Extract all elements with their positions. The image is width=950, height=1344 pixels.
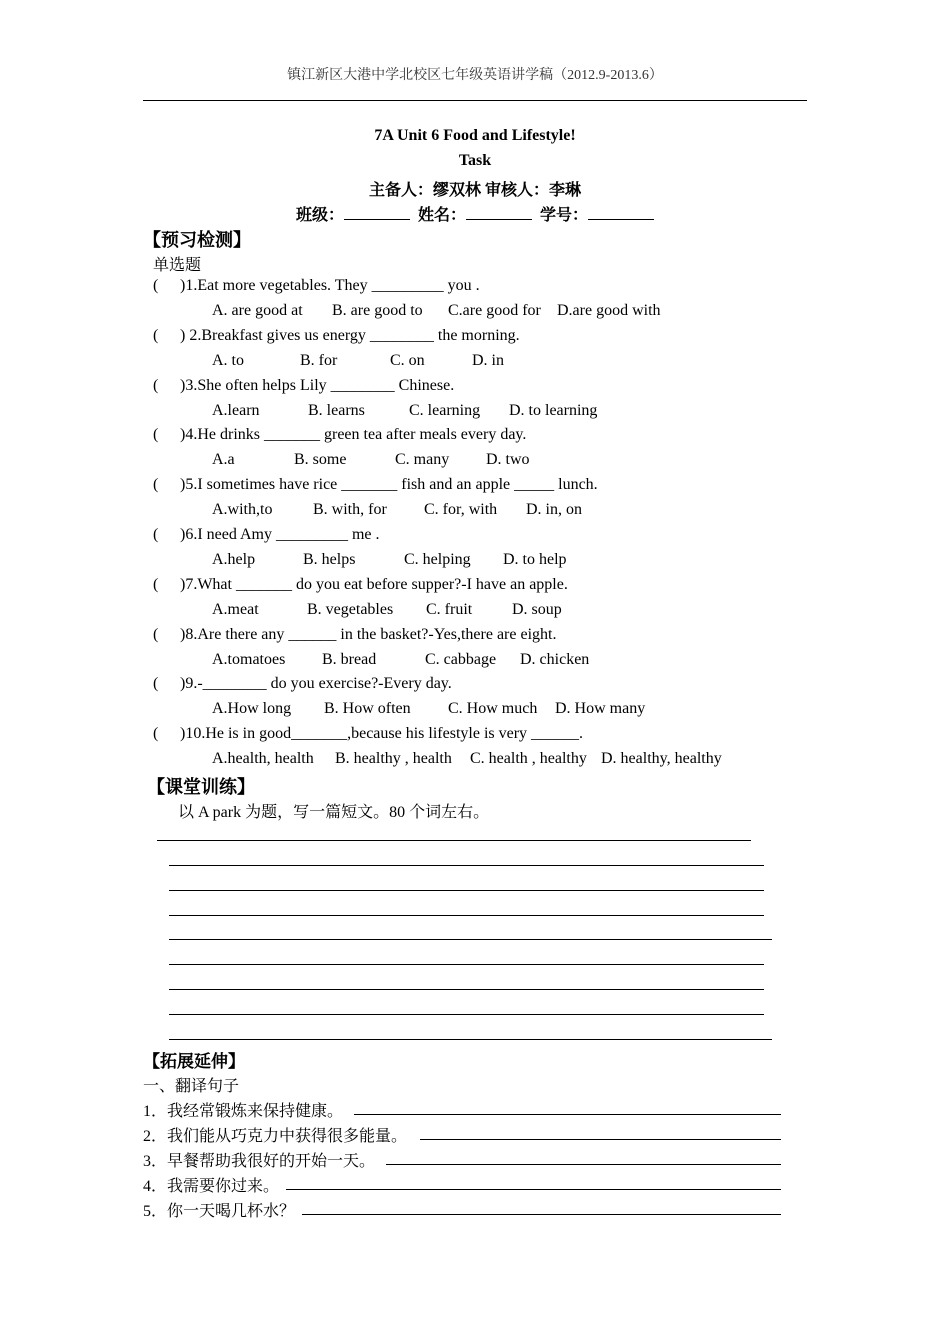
writing-line[interactable]: [169, 939, 772, 940]
classwork-heading: 【课堂训练】: [147, 777, 255, 797]
answer-bracket[interactable]: (: [153, 326, 159, 344]
translation-answer-line[interactable]: [386, 1164, 781, 1165]
question-option[interactable]: A.meat: [212, 600, 259, 618]
question-text: )4.He drinks _______ green tea after meals every day.: [180, 426, 527, 444]
number-blank[interactable]: [588, 205, 654, 220]
extension-heading: 【拓展延伸】: [143, 1052, 245, 1071]
authors-line: 主备人：缪双林 审核人：李琳: [368, 182, 581, 199]
question-text: )3.She often helps Lily ________ Chinese.: [180, 376, 455, 394]
question-option[interactable]: D. How many: [555, 700, 646, 718]
question-option[interactable]: C.are good for: [448, 302, 541, 319]
question-option[interactable]: B. healthy , health: [335, 750, 452, 768]
question-option[interactable]: B. helps: [303, 551, 356, 568]
question-option[interactable]: C. helping: [404, 551, 471, 568]
translation-item: 5．你一天喝几杯水？: [143, 1203, 296, 1220]
question-option[interactable]: D. two: [486, 451, 530, 469]
class-blank[interactable]: [344, 205, 410, 220]
question-text: )10.He is in good_______,because his lifestyle is very ______.: [180, 725, 584, 743]
question-option[interactable]: A.with,to: [212, 501, 273, 519]
question-option[interactable]: B. are good to: [332, 302, 423, 319]
translation-item: 4．我需要你过来。: [143, 1178, 280, 1195]
class-info-row: [0, 202, 950, 225]
question-option[interactable]: B. for: [300, 351, 338, 369]
class-label: 班级：: [295, 207, 344, 224]
question-option[interactable]: C. many: [395, 451, 450, 469]
question-option[interactable]: A.help: [212, 551, 256, 568]
classwork-prompt: 以 A park 为题，写一篇短文。80 个词左右。: [178, 804, 490, 821]
question-text: )9.-________ do you exercise?-Every day.: [180, 675, 452, 693]
translation-item: 3．早餐帮助我很好的开始一天。: [143, 1153, 376, 1170]
document-title: 7A Unit 6 Food and Lifestyle!: [374, 127, 576, 144]
question-text: )1.Eat more vegetables. They _________ you .: [180, 277, 480, 294]
question-option[interactable]: D. chicken: [520, 650, 590, 668]
translation-answer-line[interactable]: [302, 1214, 781, 1215]
question-option[interactable]: B. learns: [308, 401, 365, 419]
question-option[interactable]: A. to: [212, 351, 244, 369]
question-option[interactable]: C. for, with: [424, 501, 498, 519]
writing-line[interactable]: [169, 1039, 772, 1040]
preview-heading: 【预习检测】: [143, 230, 251, 250]
extension-subheading: 一、翻译句子: [143, 1078, 240, 1095]
page-header: 镇江新区大港中学北校区七年级英语讲学稿（2012.9-2013.6）: [287, 68, 663, 83]
question-option[interactable]: D. to learning: [509, 401, 598, 419]
answer-bracket[interactable]: (: [153, 476, 159, 494]
question-option[interactable]: C. How much: [448, 700, 538, 718]
writing-line[interactable]: [169, 964, 764, 965]
question-option[interactable]: A.tomatoes: [212, 650, 286, 668]
translation-item: 1．我经常锻炼来保持健康。: [143, 1103, 344, 1120]
answer-bracket[interactable]: (: [153, 575, 159, 593]
question-option[interactable]: D.are good with: [557, 302, 661, 319]
name-blank[interactable]: [466, 205, 532, 220]
question-text: )6.I need Amy _________ me .: [180, 526, 380, 543]
question-option[interactable]: A. are good at: [212, 302, 303, 319]
question-option[interactable]: B. some: [294, 451, 347, 469]
writing-line[interactable]: [157, 840, 751, 841]
translation-answer-line[interactable]: [354, 1114, 781, 1115]
question-option[interactable]: B. bread: [322, 650, 377, 668]
answer-bracket[interactable]: (: [153, 675, 159, 693]
answer-bracket[interactable]: (: [153, 426, 159, 444]
writing-line[interactable]: [169, 1014, 764, 1015]
question-option[interactable]: D. to help: [503, 551, 567, 568]
answer-bracket[interactable]: (: [153, 526, 159, 543]
writing-line[interactable]: [169, 989, 764, 990]
question-option[interactable]: D. in, on: [526, 501, 582, 519]
question-option[interactable]: C. cabbage: [425, 650, 497, 668]
header-rule: [143, 100, 807, 101]
question-option[interactable]: D. soup: [512, 600, 562, 618]
question-option[interactable]: A.health, health: [212, 750, 314, 768]
answer-bracket[interactable]: (: [153, 625, 159, 643]
answer-bracket[interactable]: (: [153, 376, 159, 394]
preview-subheading: 单选题: [153, 257, 202, 274]
translation-answer-line[interactable]: [420, 1139, 781, 1140]
writing-line[interactable]: [169, 915, 764, 916]
question-option[interactable]: C. health , healthy: [470, 750, 587, 768]
question-option[interactable]: C. learning: [409, 401, 481, 419]
question-text: )8.Are there any ______ in the basket?-Yes,there are eight.: [180, 625, 557, 643]
question-option[interactable]: D. in: [472, 351, 504, 369]
question-option[interactable]: C. fruit: [426, 600, 473, 618]
writing-line[interactable]: [169, 890, 764, 891]
name-label: 姓名：: [417, 207, 466, 224]
writing-line[interactable]: [169, 865, 764, 866]
translation-answer-line[interactable]: [286, 1189, 781, 1190]
question-option[interactable]: D. healthy, healthy: [601, 750, 722, 768]
answer-bracket[interactable]: (: [153, 725, 159, 743]
translation-item: 2．我们能从巧克力中获得很多能量。: [143, 1128, 408, 1145]
document-subtitle: Task: [458, 152, 492, 169]
number-label: 学号：: [540, 207, 589, 224]
answer-bracket[interactable]: (: [153, 277, 159, 294]
question-option[interactable]: B. vegetables: [307, 600, 394, 618]
question-option[interactable]: B. How often: [324, 700, 411, 718]
question-text: )5.I sometimes have rice _______ fish and an apple _____ lunch.: [180, 476, 598, 494]
question-text: )7.What _______ do you eat before supper?-I have an apple.: [180, 575, 568, 593]
question-option[interactable]: A.a: [212, 451, 235, 469]
question-option[interactable]: A.How long: [212, 700, 292, 718]
question-option[interactable]: B. with, for: [313, 501, 387, 519]
question-option[interactable]: A.learn: [212, 401, 260, 419]
question-option[interactable]: C. on: [390, 351, 425, 369]
question-text: ) 2.Breakfast gives us energy ________ the morning.: [180, 326, 520, 344]
